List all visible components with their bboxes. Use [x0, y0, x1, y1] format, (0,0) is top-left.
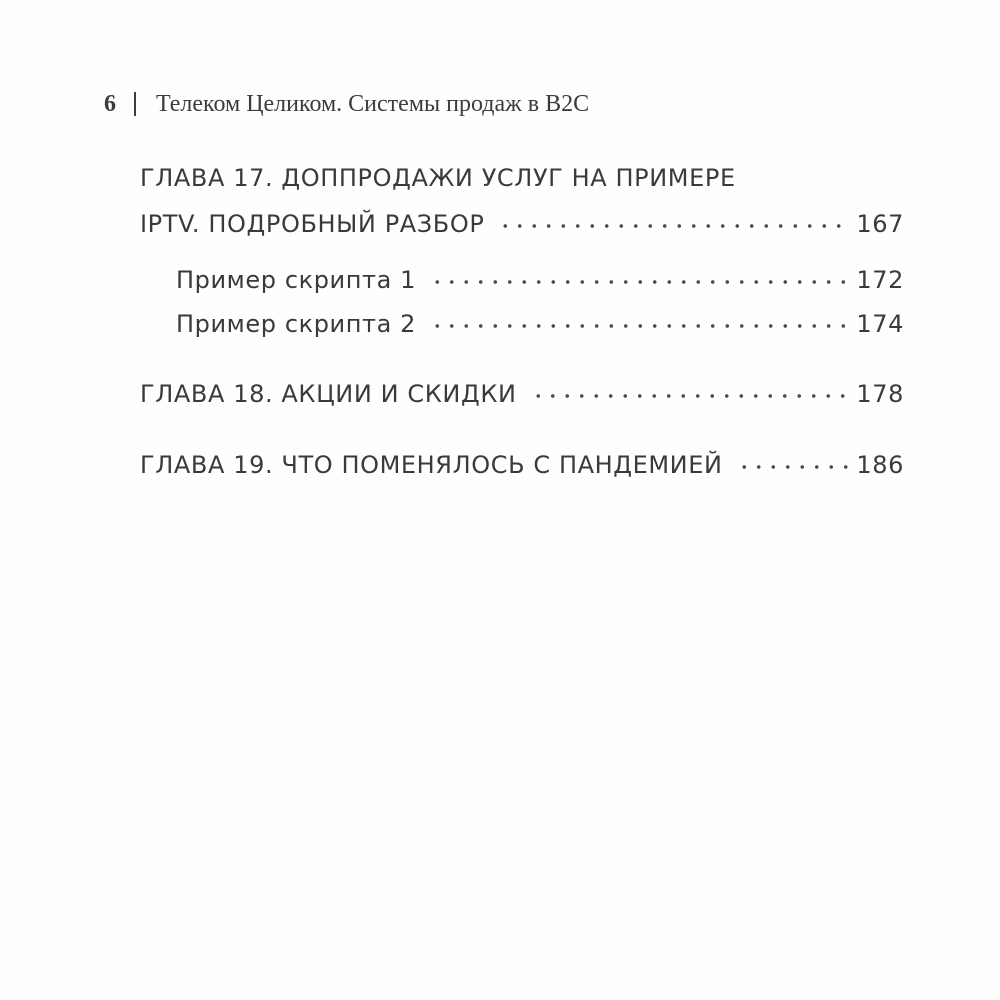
toc-entry-title: ГЛАВА 17. ДОППРОДАЖИ УСЛУГ НА ПРИМЕРЕ [140, 164, 736, 192]
toc-entry-line [140, 196, 904, 238]
toc-page-number: 167 [856, 210, 904, 238]
toc-entry-script-example-1 [176, 252, 904, 294]
toc-entry-line [176, 252, 904, 294]
toc-page-number: 186 [856, 451, 904, 479]
toc-page-number: 178 [856, 380, 904, 408]
toc-entry-chapter-17 [140, 160, 904, 238]
book-title: Телеком Целиком. Системы продаж в B2C [156, 90, 590, 117]
toc-entry-line [140, 366, 904, 408]
page-number: 6 [104, 90, 116, 117]
running-header [104, 86, 589, 122]
dot-leader [430, 252, 850, 288]
toc-entry-title: ГЛАВА 19. ЧТО ПОМЕНЯЛОСЬ С ПАНДЕМИЕЙ [140, 451, 723, 479]
toc-entry-title: ГЛАВА 18. АКЦИИ И СКИДКИ [140, 380, 517, 408]
toc-entry-chapter-18 [140, 366, 904, 408]
toc-entry-line [140, 437, 904, 479]
dot-leader [737, 437, 851, 473]
toc-entry-script-example-2 [176, 296, 904, 338]
toc-entry-title: Пример скрипта 2 [176, 310, 417, 338]
toc-entry-line [140, 160, 904, 196]
toc-entry-title-continued: IPTV. ПОДРОБНЫЙ РАЗБОР [140, 210, 485, 238]
dot-leader [498, 196, 850, 232]
toc-entry-title: Пример скрипта 1 [176, 266, 417, 294]
toc-page-number: 174 [856, 310, 904, 338]
header-separator [134, 92, 136, 116]
dot-leader [430, 296, 850, 332]
toc-entry-chapter-19 [140, 437, 904, 479]
toc-entry-line [176, 296, 904, 338]
toc-page-number: 172 [856, 266, 904, 294]
dot-leader [531, 366, 851, 402]
